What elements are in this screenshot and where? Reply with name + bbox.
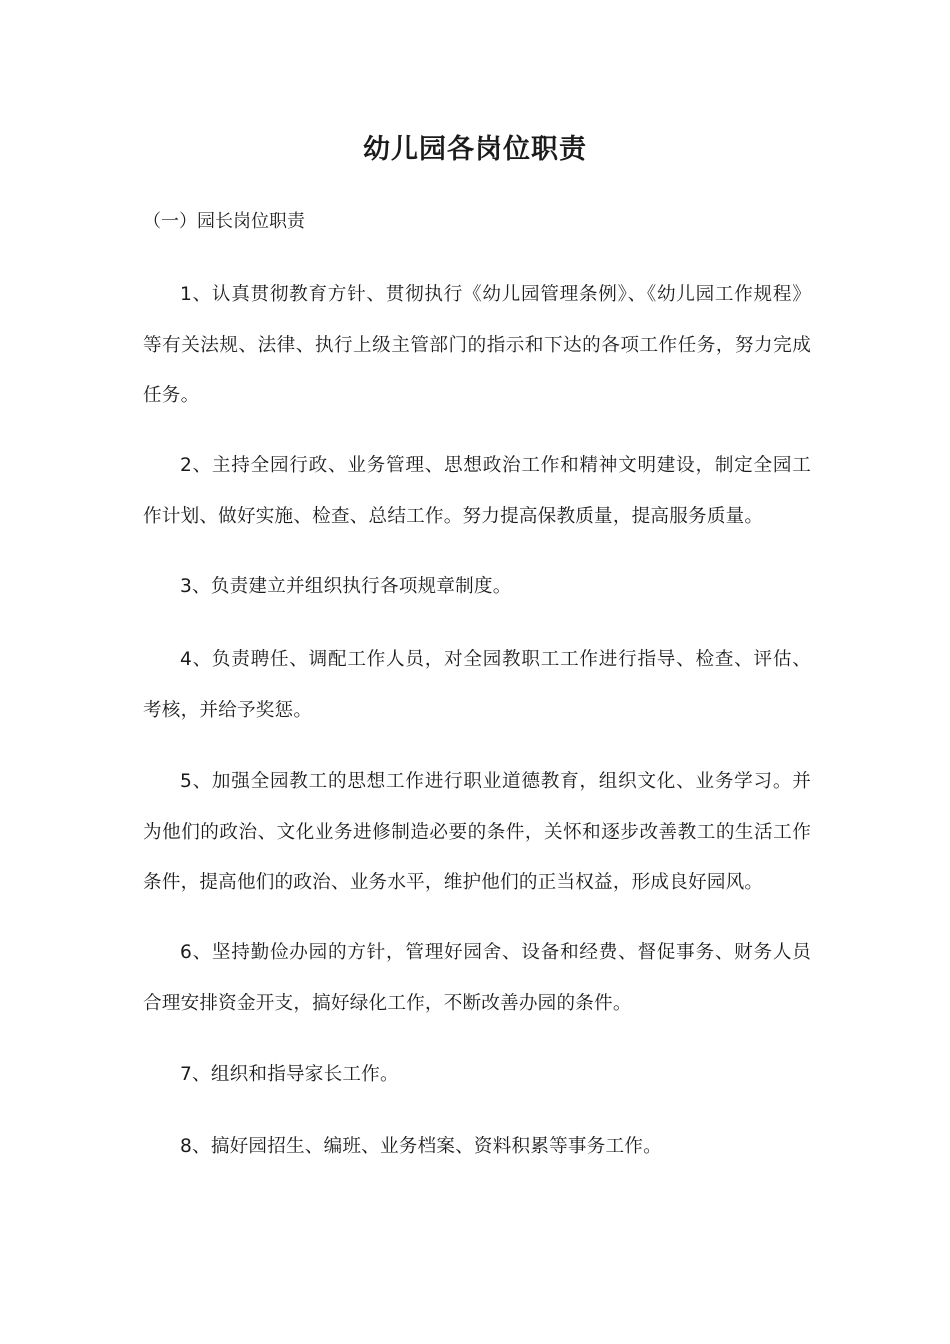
- section-heading: （一）园长岗位职责: [143, 211, 305, 232]
- duty-item-5: 5、加强全园教工的思想工作进行职业道德教育，组织文化、业务学习。并为他们的政治、文化业务进修制造必要的条件，关怀和逐步改善教工的生活工作条件，提高他们的政治、业务水平，维护他们的正当权益，形成良好园风。: [143, 771, 811, 893]
- page-title: 幼儿园各岗位职责: [363, 134, 587, 165]
- duty-item-1: 1、认真贯彻教育方针、贯彻执行《幼儿园管理条例》、《幼儿园工作规程》等有关法规、法律、执行上级主管部门的指示和下达的各项工作任务，努力完成任务。: [143, 284, 811, 406]
- duty-item-2: 2、主持全园行政、业务管理、思想政治工作和精神文明建设，制定全园工作计划、做好实施、检查、总结工作。努力提高保教质量，提高服务质量。: [143, 455, 811, 527]
- duty-item-8: 8、搞好园招生、编班、业务档案、资料积累等事务工作。: [180, 1136, 662, 1157]
- duty-item-4: 4、负责聘任、调配工作人员，对全园教职工工作进行指导、检查、评估、考核，并给予奖惩。: [143, 649, 811, 721]
- duty-item-7: 7、组织和指导家长工作。: [180, 1064, 399, 1085]
- duty-item-6: 6、坚持勤俭办园的方针，管理好园舍、设备和经费、督促事务、财务人员合理安排资金开支，搞好绿化工作，不断改善办园的条件。: [143, 942, 811, 1014]
- duty-item-3: 3、负责建立并组织执行各项规章制度。: [180, 576, 512, 597]
